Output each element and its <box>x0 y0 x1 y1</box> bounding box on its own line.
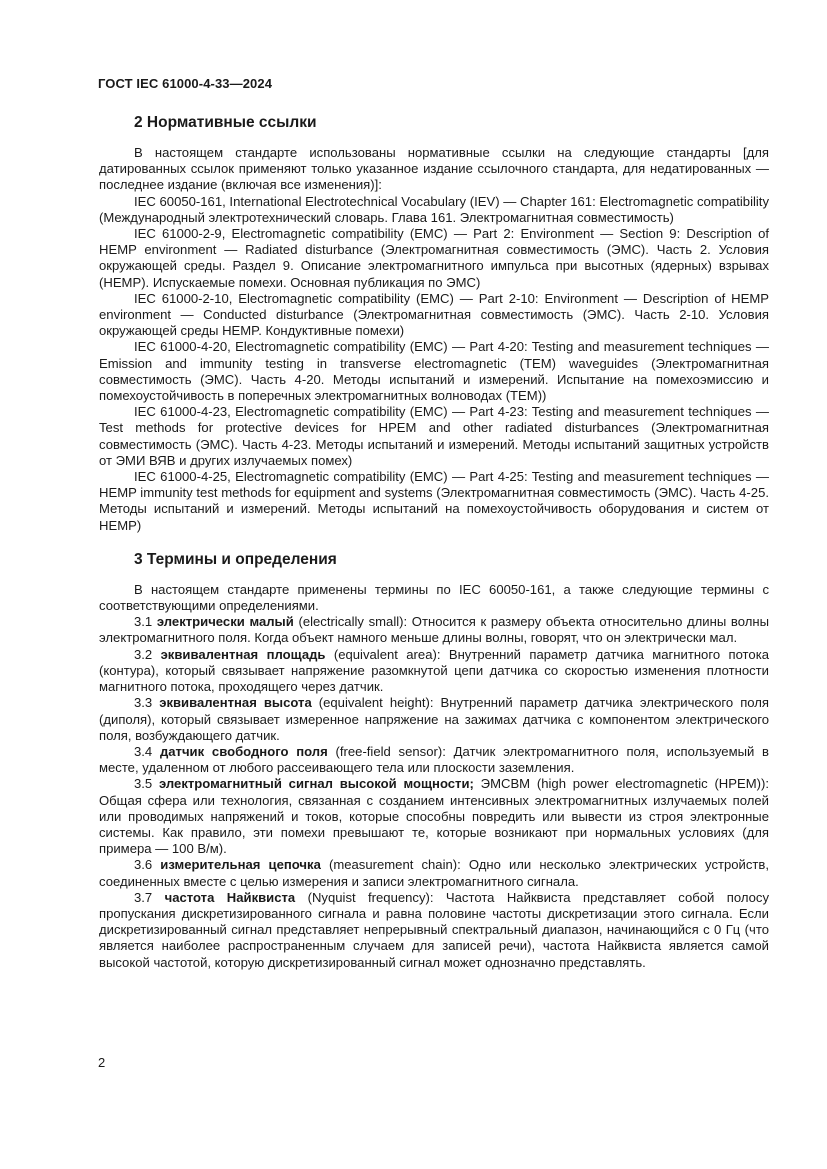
term-name: эквивалентная высота <box>159 695 312 711</box>
term-text: (free-field sensor): Датчик электромагнитного поля, используемый в месте, удаленном от любого рассеивающего тела или плоскости заземления. <box>99 743 770 776</box>
section-2-intro: В настоящем стандарте использованы нормативные ссылки на следующие стандарты [для датированных ссылок применяют только указанное издание ссылочного стандарта, для недатированных — последнее издание (включая все изменения)]: <box>99 145 769 193</box>
term-number: 3.4 <box>134 743 153 759</box>
term-number: 3.3 <box>134 695 153 711</box>
term-definition <box>99 890 769 971</box>
section-3-body <box>99 582 769 971</box>
normative-reference: IEC 61000-4-20, Electromagnetic compatibility (EMC) — Part 4-20: Testing and measurement techniques — Emission and immunity testing in transverse electromagnetic (TEM) waveguides (Электромагнитная совместимость (ЭМС). Часть 4-20. Методы испытаний и измерений. Испытание на помехоэмиссию и помехоустойчивость в поперечных электромагнитных волноводах (TEM)) <box>99 339 769 404</box>
term-number: 3.7 <box>134 889 153 905</box>
term-definition <box>99 614 769 646</box>
normative-reference: IEC 61000-4-23, Electromagnetic compatibility (EMC) — Part 4-23: Testing and measurement techniques — Test methods for protective devices for HPEM and other radiated disturbances (Электромагнитная совместимость (ЭМС). Часть 4-23. Методы испытаний и измерений. Методы испытаний защитных устройств от ЭМИ ВЯВ и других излучаемых помех) <box>99 404 769 468</box>
running-header: ГОСТ IEC 61000-4-33—2024 <box>98 76 273 91</box>
term-name: эквивалентная площадь <box>160 646 326 662</box>
normative-reference: IEC 61000-4-25, Electromagnetic compatibility (EMC) — Part 4-25: Testing and measurement techniques — HEMP immunity test methods for equipment and systems (Электромагнитная совместимость (ЭМС). Часть 4-25. Методы испытаний и измерений. Методы испытаний на помехоустойчивость оборудования и систем от HEMP) <box>99 469 769 533</box>
term-name: датчик свободного поля <box>159 743 328 759</box>
section-2-heading: 2 Нормативные ссылки <box>134 114 317 131</box>
section-3-intro: В настоящем стандарте применены термины по IEC 60050-161, а также следующие термины с соответствующими определениями. <box>99 581 769 614</box>
term-definition <box>99 857 769 889</box>
term-text: ЭМСВМ (high power electromagnetic (HPEM)): Общая сфера или технология, связанная с созданием интенсивных электромагнитных излучаемых полей или проводимых напряжений и токов, которые способны повредить или вывести из строя электронные системы. Как правило, эти помехи превышают те, которые возникают при нормальных условиях (для примера — 100 В/м). <box>99 776 769 857</box>
page-content <box>99 112 769 971</box>
term-name: электромагнитный сигнал высокой мощности; <box>159 776 474 792</box>
term-definition <box>99 695 769 744</box>
term-number: 3.2 <box>134 646 153 662</box>
normative-reference: IEC 61000-2-10, Electromagnetic compatibility (EMC) — Part 2-10: Environment — Description of HEMP environment — Conducted disturbance (Электромагнитная совместимость (ЭМС). Часть 2-10. Условия окружающей среды HEMP. Кондуктивные помехи) <box>99 290 769 339</box>
term-number: 3.5 <box>134 776 153 792</box>
term-text: (Nyquist frequency): Частота Найквиста представляет собой полосу пропускания дискретизированного сигнала и равна половине частоты дискретизации этого сигнала. Если дискретизированный сигнал представляет непрерывный спектральный диапазон, начинающийся с 0 Гц (что является наиболее распространенным случаем для записей речи), частота Найквиста является самой высокой частотой, которую дискретизированный сигнал может однозначно представлять. <box>99 889 770 970</box>
term-text: (measurement chain): Одно или несколько электрических устройств, соединенных вместе с целью измерения и записи электромагнитного сигнала. <box>99 857 770 889</box>
term-definition <box>99 647 769 696</box>
term-text: (equivalent area): Внутренний параметр датчика магнитного потока (контура), который связывает напряжение разомкнутой цепи датчика со скоростью изменения плотности магнитного потока, проходящего через датчик. <box>99 646 769 695</box>
term-number: 3.6 <box>134 857 153 873</box>
term-number: 3.1 <box>134 614 153 630</box>
normative-reference: IEC 61000-2-9, Electromagnetic compatibility (EMC) — Part 2: Environment — Section 9: Description of HEMP environment — Radiated disturbance (Электромагнитная совместимость (ЭМС). Часть 2. Условия окружающей среды. Раздел 9. Описание электромагнитного импульса при высотных (ядерных) взрывах (HEMP). Испускаемые помехи. Основная публикация по ЭМС) <box>99 226 769 290</box>
term-name: частота Найквиста <box>164 889 296 905</box>
term-text: (electrically small): Относится к размеру объекта относительно длины волны электромагнитного поля. Когда объект намного меньше длины волны, говорят, что он электрически мал. <box>99 614 769 646</box>
term-name: измерительная цепочка <box>160 857 321 873</box>
normative-reference: IEC 60050-161, International Electrotechnical Vocabulary (IEV) — Chapter 161: Electromagnetic compatibility (Международный электротехнический словарь. Глава 161. Электромагнитная совместимость) <box>99 193 769 225</box>
term-definition <box>99 776 769 857</box>
term-name: электрически малый <box>156 614 294 630</box>
term-text: (equivalent height): Внутренний параметр датчика электрического поля (диполя), который связывает измеренное напряжение на зажимах датчика с компонентом электрического поля, возбуждающего датчик. <box>99 695 770 743</box>
page-number: 2 <box>98 1055 106 1070</box>
section-2-body <box>99 145 769 534</box>
section-3-heading: 3 Термины и определения <box>134 550 337 568</box>
term-definition <box>99 744 769 776</box>
